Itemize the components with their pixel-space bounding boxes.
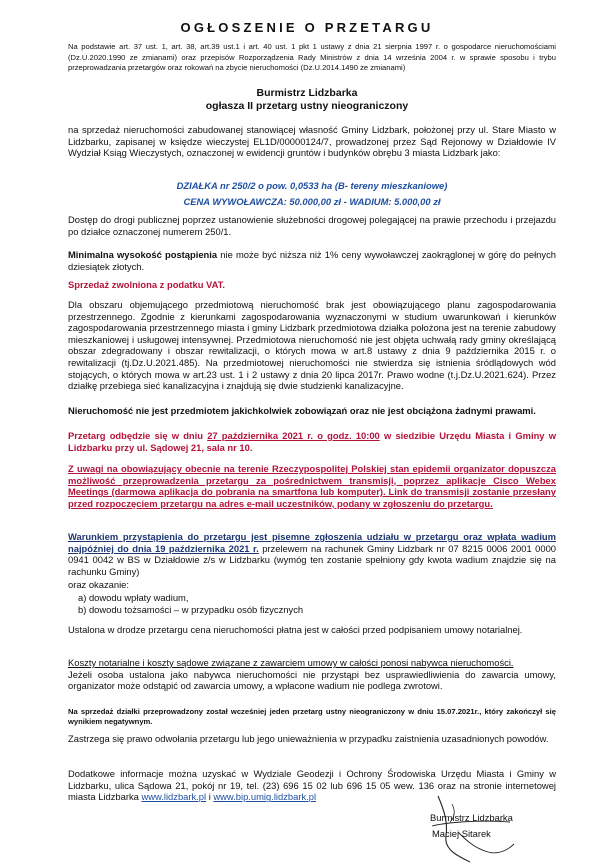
conditions-main: Warunkiem przystąpienia do przetargu jest pisemne zgłoszenia udziału w przetargu oraz wpłata wadium najpóźniej do dnia 19 października 2021 r. <box>68 531 556 554</box>
present-list <box>78 592 538 616</box>
signature-name: Maciej Sitarek <box>432 828 491 839</box>
info-sep: i <box>206 791 214 803</box>
auction-place: w siedzibie Urzędu Miasta i Gminy w Lidzbarku przy ul. Sądowej 21, sala nr 10. <box>68 430 556 453</box>
present-label: oraz okazanie: <box>68 579 129 590</box>
zoning-paragraph: Dla obszaru objemującego przedmiotową nieruchomość brak jest obowiązującego planu zagospodarowania przestrzennego. Zgodnie z kierunkami zagospodarowania wyznaczonymi w studium uwarunkowań i kierunków zagospodarowania przestrzennego miasta i gminy Lidzbark przedmiotowa działka położona jest na terenie zabudowy mieszkaniowej i usługowej intensywnej. Przedmiotowa nieruchomość nie jest objęta uchwałą rady gminy określającą obszar zdegradowany i obszar rewitalizacji, o których mowa w art.8 ustawy z dnia 9 października 2015 r. o rewitalizacji (tj.Dz.U.2021.485). Na przedmiotowej nieruchomości nie stwierdza się istnienia śródlądowych wód stojących, o których mowa w art.23 ust. 1 i 2 ustawy z dnia 20 lipca 2017r. Prawo wodne (t.j.Dz.U.2021.624). Przez działkę przebiega sieć kanalizacyjna i znajdują się dwie studzienki kanalizacyjne. <box>68 299 556 392</box>
costs-paragraph <box>68 657 556 692</box>
min-bid-paragraph <box>68 249 556 272</box>
price-line: CENA WYWOŁAWCZA: 50.000,00 zł - WADIUM: 5.000,00 zł <box>183 196 441 207</box>
mayor-header <box>0 87 614 113</box>
intro-paragraph: na sprzedaż nieruchomości zabudowanej stanowiącej własność Gminy Lidzbark, położonej przy ul. Stare Miasto w Lidzbarku, zapisanej w księdze wieczystej EL1D/00000124/7, prowadzonej przez Sąd Rejonowy w Działdowie IV Wydział Ksiąg Wieczystych, oznaczonej w ewidencji gruntów i budynków obrębu 3 miasta Lidzbark jako: <box>68 124 556 159</box>
plot-line: DZIAŁKA nr 250/2 o pow. 0,0533 ha (B- tereny mieszkaniowe) <box>176 180 448 191</box>
mayor-title: Burmistrz Lidzbarka <box>256 87 358 99</box>
bip-link[interactable]: www.bip.umig.lidzbark.pl <box>213 791 317 803</box>
previous-auction-note: Na sprzedaż działki przeprowadzony został wcześniej jeden przetarg ustny nieograniczony w dniu 15.07.2021r., który zakończył się wynikiem negatywnym. <box>68 707 556 726</box>
legal-basis: Na podstawie art. 37 ust. 1, art. 38, art.39 ust.1 i art. 40 ust. 1 pkt 1 ustawy z dnia 21 sierpnia 1997 r. o gospodarce nieruchomościami (Dz.U.2020.1990 ze zmianami) oraz przepisów Rozporządzenia Rady Ministrów z dnia 14 września 2004 r. w sprawie sposobu i trybu przeprowadzania przetargów oraz rokowań na zbycie nieruchomości (Dz.U.2014.1490 ze zmianami) <box>68 42 556 72</box>
min-bid-text: nie może być niższa niż 1% ceny wywoławczej zaokrąglonej w górę do pełnych dziesiątek złotych. <box>68 249 556 272</box>
signature-title: Burmistrz Lidzbarka <box>430 812 513 823</box>
info-text: Dodatkowe informacje można uzyskać w Wydziale Geodezji i Ochrony Środowiska Urzędu Miasta i Gminy w Lidzbarku, ulica Sądowa 21, pokój nr 19, tel. (23) 696 15 02 lub 696 15 05 wew. 136 oraz na stronie internetowej miasta Lidzbarka <box>68 768 556 803</box>
document-title: OGŁOSZENIE O PRZETARGU <box>180 20 434 35</box>
encumbrance-paragraph: Nieruchomość nie jest przedmiotem jakichkolwiek zobowiązań oraz nie jest obciążona żadnymi prawami. <box>68 405 536 416</box>
min-bid-label: Minimalna wysokość postąpienia <box>68 249 218 260</box>
list-item: a) dowodu wpłaty wadium, <box>78 592 189 603</box>
handwritten-signature <box>418 792 528 866</box>
auction-kind: ogłasza II przetarg ustny nieograniczony <box>205 100 409 112</box>
list-item: b) dowodu tożsamości – w przypadku osób fizycznych <box>78 604 304 615</box>
access-paragraph: Dostęp do drogi publicznej poprzez ustanowienie służebności drogowej polegającej na prawie przechodu i przejazdu po działce oznaczonej numerem 250/1. <box>68 214 556 237</box>
auction-pre: Przetarg odbędzie się w dniu <box>68 430 208 441</box>
costs-underlined: Koszty notarialne i koszty sądowe związane z zawarciem umowy w całości ponosi nabywca nieruchomości. <box>68 657 514 668</box>
website-link[interactable]: www.lidzbark.pl <box>141 791 207 803</box>
vat-note: Sprzedaż zwolniona z podatku VAT. <box>68 279 225 290</box>
conditions-detail: przelewem na rachunek Gminy Lidzbark nr 07 8215 0006 2001 0000 0941 0042 w BS w Działdowie z/s w Lidzbarku (wymóg ten zostanie spełniony gdy kwota wadium znajdzie się na rachunku Gminy) <box>68 542 556 577</box>
conditions-paragraph <box>68 531 556 577</box>
covid-notice: Z uwagi na obowiązujący obecnie na terenie Rzeczypospolitej Polskiej stan epidemii organizator dopuszcza możliwość przeprowadzenia przetargu za pośrednictwem transmisji, poprzez aplikacje Cisco Webex Meetings (darmowa aplikacja do pobrania na smartfona lub komputer). Link do transmisji zostanie przesłany przed rozpoczęciem przetargu na adres e-mail uczestników, podany w zgłoszeniu do przetargu. <box>68 463 556 509</box>
fee-paragraph: Ustalona w drodze przetargu cena nieruchomości płatna jest w całości przed podpisaniem umowy notarialnej. <box>68 624 523 635</box>
reservation-paragraph: Zastrzega się prawo odwołania przetargu lub jego unieważnienia w przypadku zaistnienia uzasadnionych powodów. <box>68 733 549 744</box>
auction-date: 27 października 2021 r. o godz. 10:00 <box>207 430 380 441</box>
auction-paragraph <box>68 430 556 453</box>
costs-rest: Jeżeli osoba ustalona jako nabywca nieruchomości nie przystąpi bez usprawiedliwienia do zawarcia umowy, organizator może odstąpić od zawarcia umowy, a wpłacone wadium nie podlega zwrotowi. <box>68 668 556 692</box>
